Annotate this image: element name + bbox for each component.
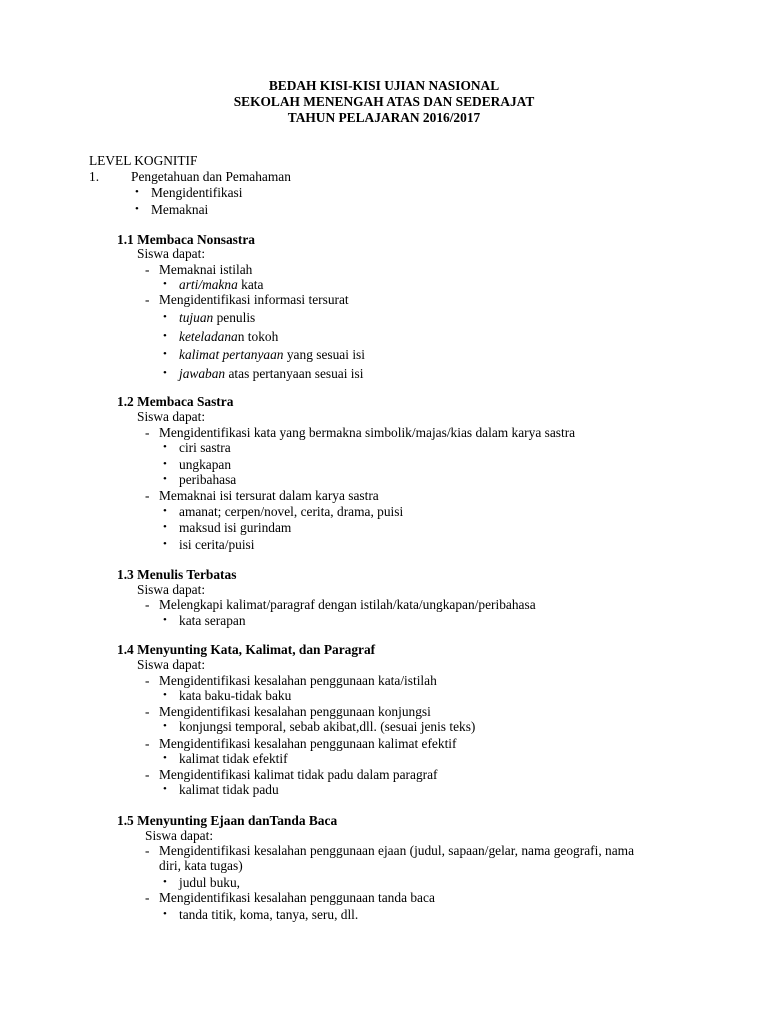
dash: - (145, 890, 150, 905)
bullet-item: ciri sastra (179, 440, 231, 455)
bullet-item: kata serapan (179, 613, 246, 628)
dash-item: Mengidentifikasi kata yang bermakna simbolik/majas/kias dalam karya sastra (159, 425, 576, 440)
bullet: • (163, 505, 167, 517)
bullet-item: maksud isi gurindam (179, 520, 292, 535)
bullet-item: ungkapan (179, 457, 232, 472)
doc-title-line-2: SEKOLAH MENENGAH ATAS DAN SEDERAJAT (233, 94, 535, 109)
bullet: • (163, 908, 167, 920)
bullet-item: kata baku-tidak baku (179, 688, 292, 703)
dash: - (145, 767, 150, 782)
bullet-item: peribahasa (179, 472, 237, 487)
bullet: • (163, 783, 167, 795)
section-intro: Siswa dapat: (137, 582, 206, 597)
section-heading-1-2: 1.2 Membaca Sastra (117, 394, 234, 409)
bullet: • (163, 521, 167, 533)
section-heading-1-3: 1.3 Menulis Terbatas (117, 567, 237, 582)
bullet: • (163, 330, 167, 342)
bullet: • (163, 473, 167, 485)
dash: - (145, 843, 150, 858)
doc-title-line-1: BEDAH KISI-KISI UJIAN NASIONAL (268, 78, 500, 93)
bullet: • (163, 752, 167, 764)
dash: - (145, 597, 150, 612)
dash: - (145, 488, 150, 503)
level-item: Mengidentifikasi (151, 185, 243, 200)
level-number: 1. (89, 169, 100, 184)
bullet-item: tanda titik, koma, tanya, seru, dll. (179, 907, 359, 922)
bullet-item: konjungsi temporal, sebab akibat,dll. (sesuai jenis teks) (179, 719, 476, 734)
bullet: • (163, 614, 167, 626)
bullet-item: keteladanan tokoh (179, 329, 279, 344)
bullet: • (163, 367, 167, 379)
level-item: Memaknai (151, 202, 209, 217)
dash: - (145, 736, 150, 751)
bullet: • (135, 203, 139, 215)
dash-item: Mengidentifikasi kesalahan penggunaan tanda baca (159, 890, 435, 905)
dash: - (145, 704, 150, 719)
bullet-item: arti/makna kata (179, 277, 264, 292)
bullet: • (163, 689, 167, 701)
dash: - (145, 262, 150, 277)
dash-item: Melengkapi kalimat/paragraf dengan istilah/kata/ungkapan/peribahasa (159, 597, 536, 612)
section-intro: Siswa dapat: (137, 409, 206, 424)
dash-item-continued: diri, kata tugas) (159, 858, 243, 873)
bullet: • (163, 441, 167, 453)
bullet: • (163, 720, 167, 732)
bullet: • (163, 348, 167, 360)
bullet: • (163, 311, 167, 323)
doc-title-line-3: TAHUN PELAJARAN 2016/2017 (287, 110, 481, 125)
dash: - (145, 673, 150, 688)
bullet: • (163, 876, 167, 888)
bullet-item: amanat; cerpen/novel, cerita, drama, puisi (179, 504, 404, 519)
dash-item: Mengidentifikasi kesalahan penggunaan kata/istilah (159, 673, 437, 688)
dash-item: Mengidentifikasi kesalahan penggunaan ejaan (judul, sapaan/gelar, nama geografi, nama (159, 843, 635, 858)
level-heading: LEVEL KOGNITIF (89, 153, 198, 168)
section-heading-1-5: 1.5 Menyunting Ejaan danTanda Baca (117, 813, 338, 828)
section-heading-1-1: 1.1 Membaca Nonsastra (117, 232, 255, 247)
bullet-item: isi cerita/puisi (179, 537, 255, 552)
bullet: • (135, 186, 139, 198)
section-intro: Siswa dapat: (137, 246, 206, 261)
bullet-item: kalimat tidak padu (179, 782, 279, 797)
dash: - (145, 292, 150, 307)
bullet-item: jawaban atas pertanyaan sesuai isi (179, 366, 364, 381)
dash: - (145, 425, 150, 440)
dash-item: Mengidentifikasi kesalahan penggunaan konjungsi (159, 704, 431, 719)
bullet: • (163, 278, 167, 290)
dash-item: Memaknai isi tersurat dalam karya sastra (159, 488, 379, 503)
section-intro: Siswa dapat: (137, 657, 206, 672)
bullet-item: kalimat pertanyaan yang sesuai isi (179, 347, 365, 362)
bullet: • (163, 538, 167, 550)
dash-item: Mengidentifikasi informasi tersurat (159, 292, 349, 307)
dash-item: Mengidentifikasi kalimat tidak padu dalam paragraf (159, 767, 438, 782)
level-title: Pengetahuan dan Pemahaman (131, 169, 291, 184)
bullet-item: judul buku, (179, 875, 241, 890)
bullet-item: tujuan penulis (179, 310, 256, 325)
section-heading-1-4: 1.4 Menyunting Kata, Kalimat, dan Paragraf (117, 642, 376, 657)
section-intro: Siswa dapat: (145, 828, 214, 843)
dash-item: Memaknai istilah (159, 262, 253, 277)
dash-item: Mengidentifikasi kesalahan penggunaan kalimat efektif (159, 736, 457, 751)
bullet-item: kalimat tidak efektif (179, 751, 288, 766)
bullet: • (163, 458, 167, 470)
